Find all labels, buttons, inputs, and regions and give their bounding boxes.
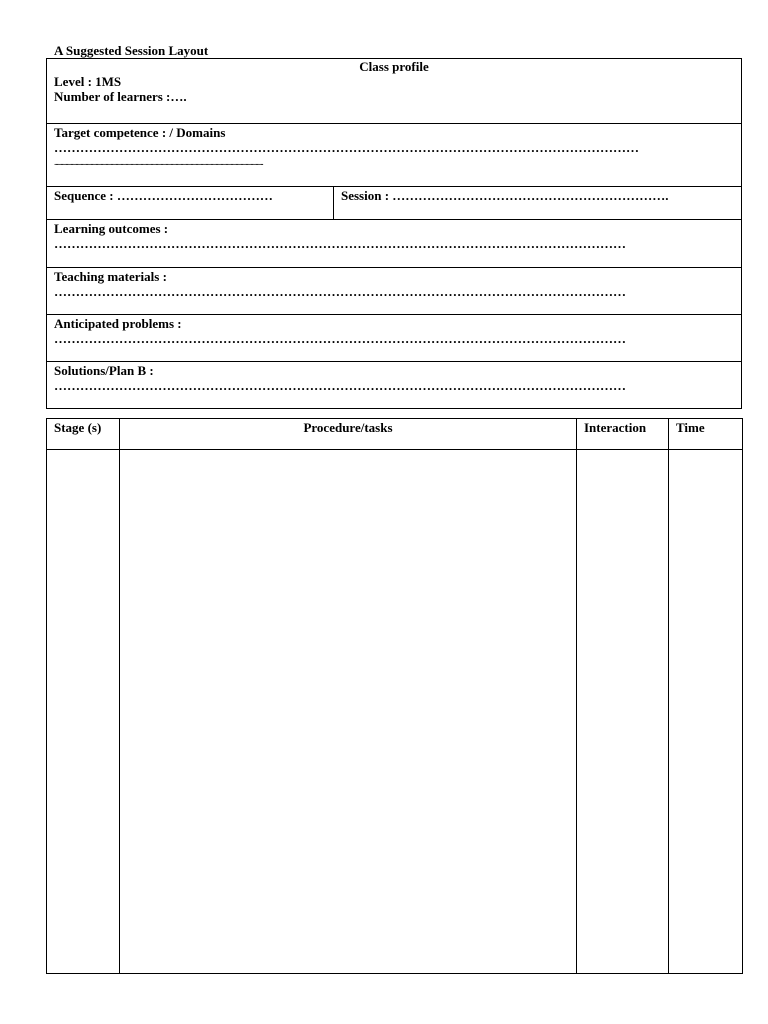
target-competence-label: Target competence : / Domains: [54, 125, 226, 140]
session-field: Session : ……………………………………………………….: [341, 188, 669, 203]
stage-header: Stage (s): [47, 419, 120, 450]
time-cell[interactable]: [669, 450, 743, 974]
anticipated-problems-dots: ……………………………………………………………………………………………………………………: [54, 331, 626, 346]
anticipated-problems-label: Anticipated problems :: [54, 316, 182, 331]
teaching-materials-label: Teaching materials :: [54, 269, 167, 284]
class-profile-row: [47, 59, 742, 124]
target-competence-dots: ………………………………………………………………………………………………………………………: [54, 140, 639, 155]
class-profile-heading: Class profile: [359, 59, 429, 74]
procedure-header-row: [47, 419, 743, 450]
interaction-cell[interactable]: [577, 450, 669, 974]
sequence-cell: [47, 187, 334, 220]
sequence-field: Sequence : ………………………………: [54, 188, 273, 203]
target-competence-small-dots: .......................................................................................................................................................................: [54, 157, 263, 167]
learning-outcomes-dots: ……………………………………………………………………………………………………………………: [54, 236, 626, 251]
target-competence-row: [47, 124, 742, 187]
solutions-cell: [47, 362, 742, 409]
procedure-cell[interactable]: [120, 450, 577, 974]
learning-outcomes-cell: [47, 220, 742, 268]
procedure-header: Procedure/tasks: [120, 419, 577, 450]
teaching-materials-row: [47, 268, 742, 315]
class-profile-cell: [47, 59, 742, 124]
solutions-row: [47, 362, 742, 409]
anticipated-problems-cell: [47, 315, 742, 362]
target-competence-cell: [47, 124, 742, 187]
level-field: Level : 1MS: [54, 74, 122, 89]
teaching-materials-dots: ……………………………………………………………………………………………………………………: [54, 284, 626, 299]
learners-field: Number of learners :….: [54, 89, 187, 104]
solutions-dots: ……………………………………………………………………………………………………………………: [54, 378, 626, 393]
learning-outcomes-label: Learning outcomes :: [54, 221, 169, 236]
sequence-session-row: [47, 187, 742, 220]
teaching-materials-cell: [47, 268, 742, 315]
document-title: A Suggested Session Layout: [54, 43, 209, 58]
anticipated-problems-row: [47, 315, 742, 362]
stage-cell[interactable]: [47, 450, 120, 974]
session-profile-table: [46, 58, 742, 409]
procedure-body-row: [47, 450, 743, 974]
time-header: Time: [669, 419, 743, 450]
session-cell: [334, 187, 742, 220]
solutions-label: Solutions/Plan B :: [54, 363, 154, 378]
interaction-header: Interaction: [577, 419, 669, 450]
procedure-table: [46, 418, 743, 974]
learning-outcomes-row: [47, 220, 742, 268]
